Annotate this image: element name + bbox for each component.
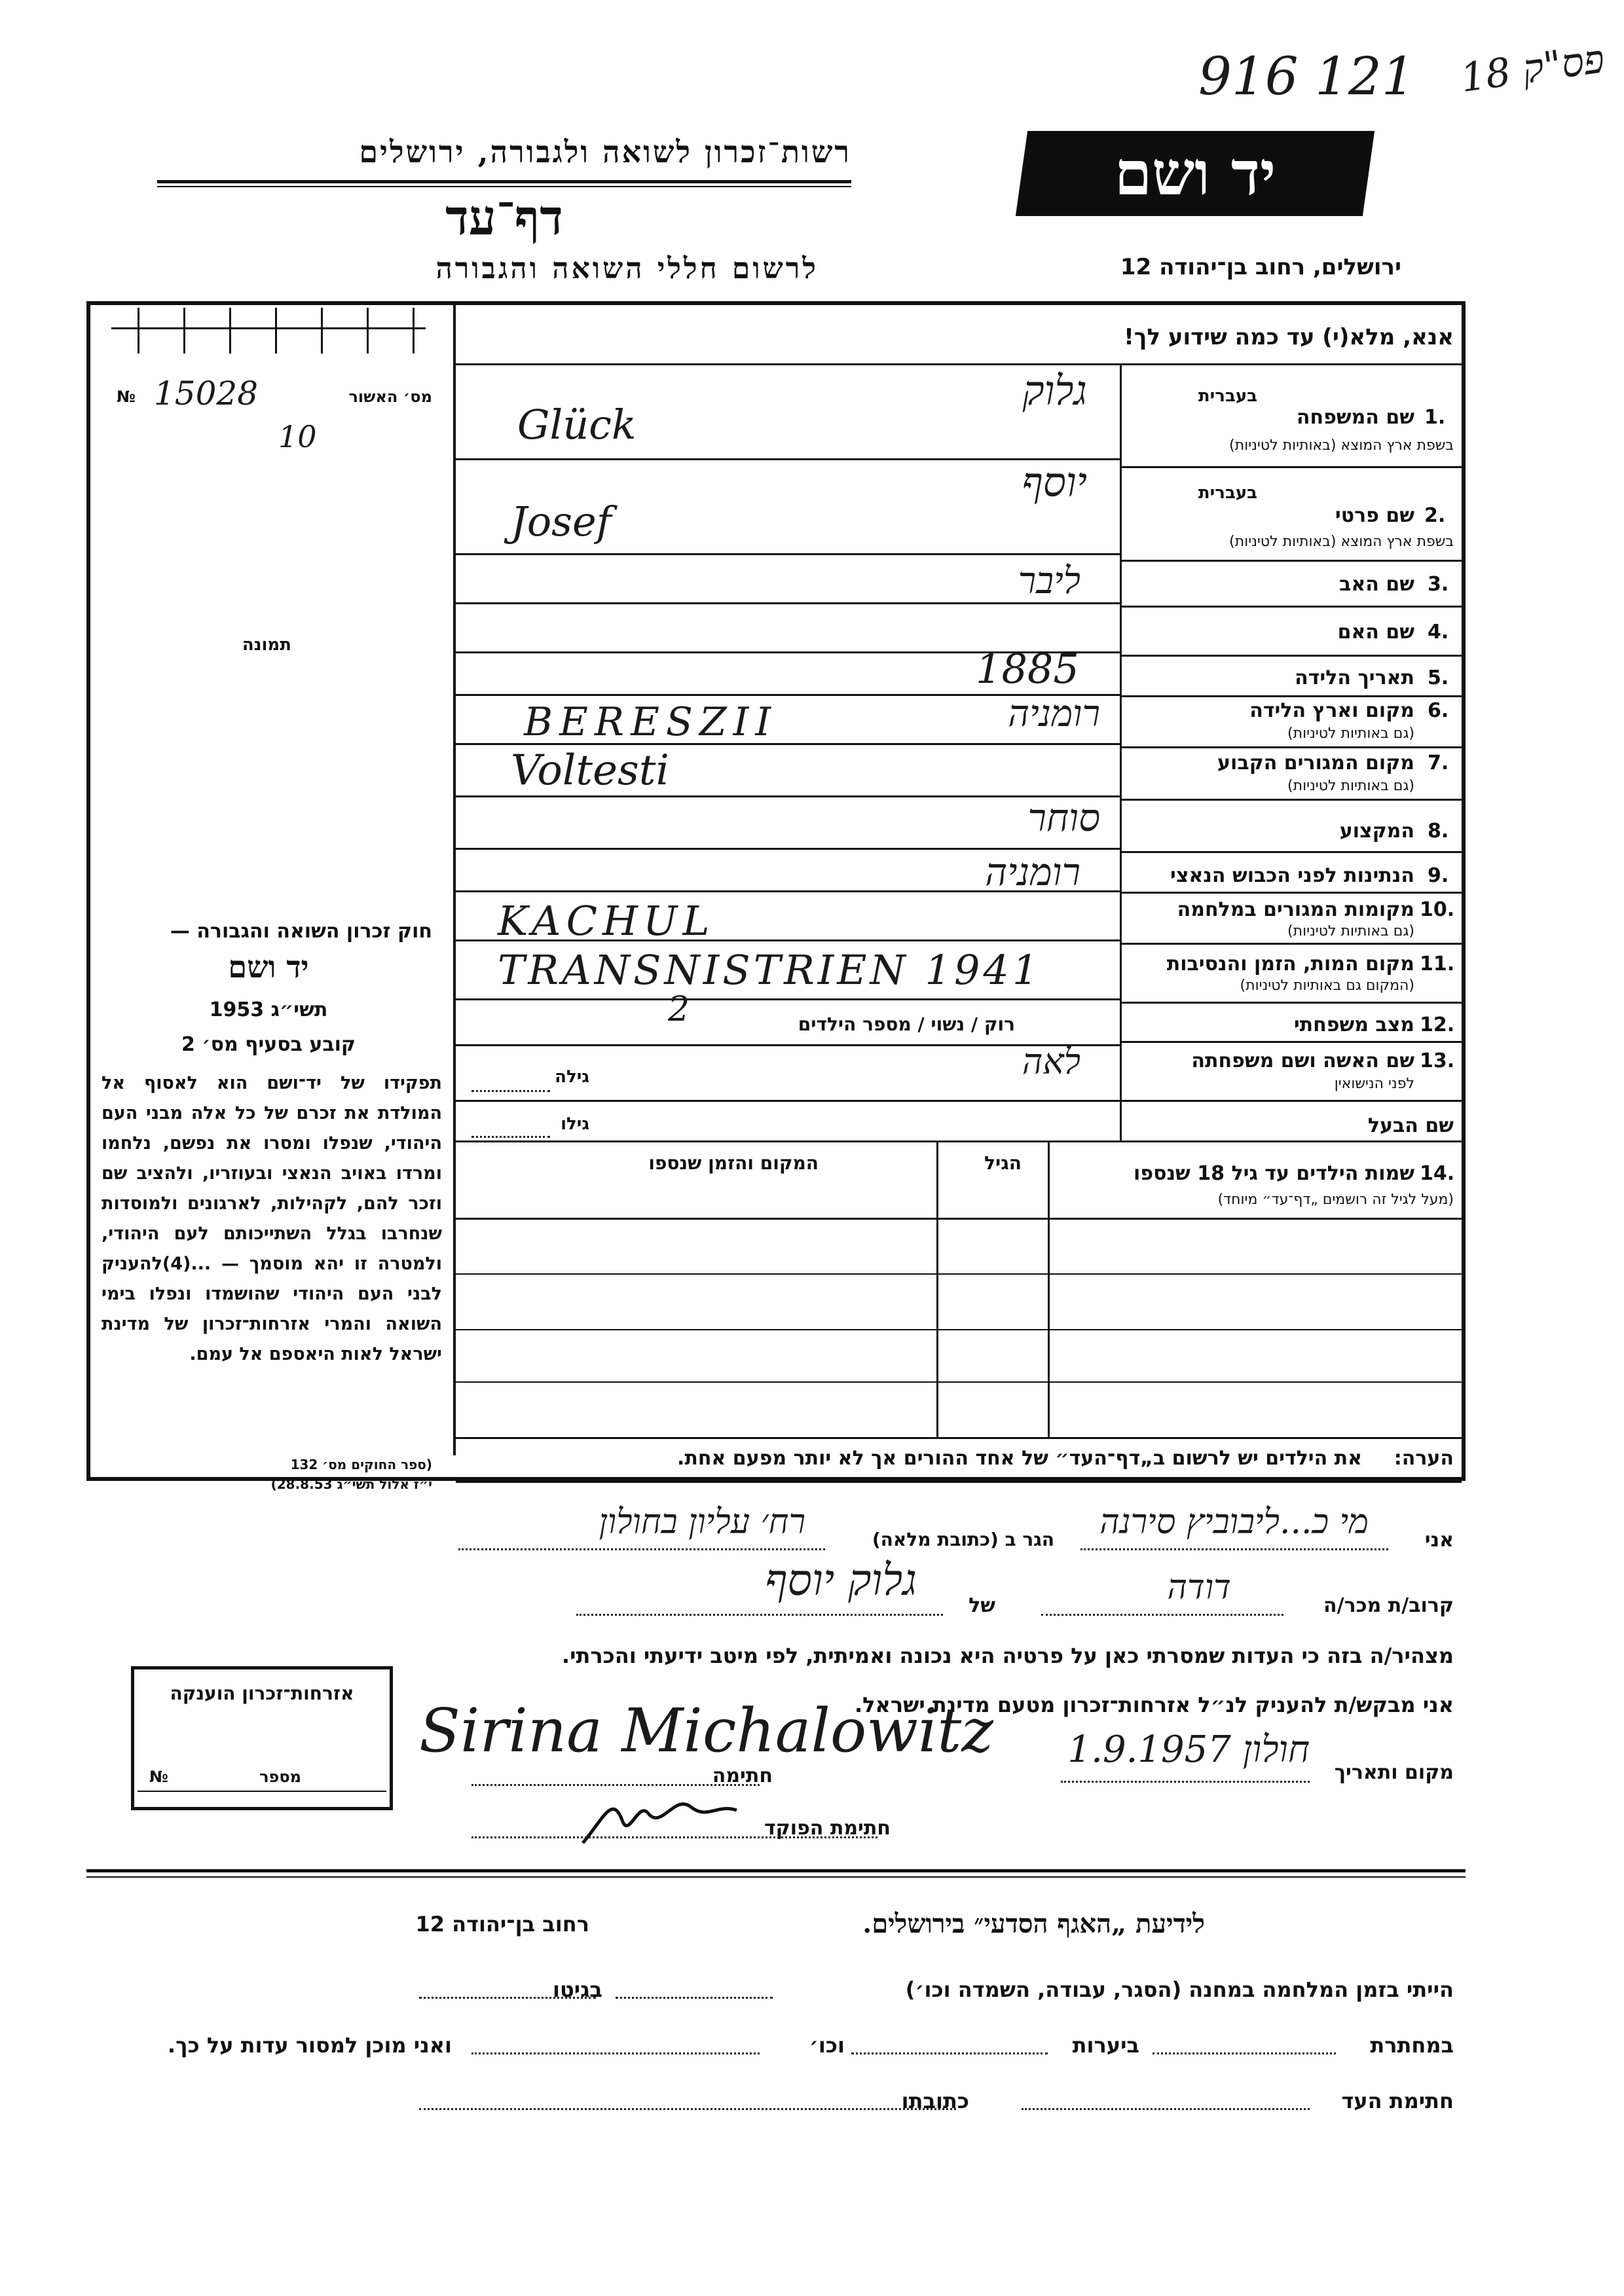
field-12-number: 12. [1420, 1013, 1455, 1036]
field-11-sub: (המקום גם באותיות לטיניות) [1240, 977, 1414, 994]
field-7-value: Voltesti [511, 746, 669, 795]
field-2-label: שם פרטי [1335, 504, 1414, 527]
field-10-sub: (גם באותיות לטיניות) [1287, 923, 1414, 939]
field-6-hebrew-value: רומניה [1008, 693, 1100, 735]
field-2-number: 2. [1424, 504, 1446, 527]
of-label: של [969, 1594, 995, 1617]
field-13-sub: לפני הנישואין [1334, 1076, 1414, 1092]
children-table-number: 14. [1420, 1162, 1455, 1185]
bottom-line1: הייתי בזמן המלחמה במחנה (הסגר, עבודה, השמדה וכו׳) [905, 1977, 1454, 2002]
note-text: את הילדים יש לרשום ב„דף־העד״ של אחד ההורים אך לא יותר מפעם אחת. [676, 1447, 1362, 1470]
field-11-label: מקום המות, הזמן והנסיבות [1166, 953, 1414, 975]
field-9-number: 9. [1428, 864, 1449, 887]
relation-value: דודה [1167, 1568, 1231, 1607]
field-11-value: TRANSNISTRIEN 1941 [498, 946, 1042, 994]
field-12-label: מצב משפחתי [1293, 1013, 1414, 1036]
field-6-latin-value: BERESZII [524, 699, 778, 745]
field-12-options: רוק / נשוי / מספר הילדים [798, 1013, 1015, 1035]
bottom-line2-c: וכו׳ [809, 2033, 845, 2058]
note-label: הערה: [1393, 1447, 1454, 1470]
field-1-label: שם המשפחה [1296, 406, 1414, 429]
declarant-name: מי כ...ליבוביץ סירנה [1099, 1503, 1369, 1542]
law-section: קובע בסעיף מס׳ 2 [181, 1033, 356, 1056]
approval-page: 10 [278, 419, 317, 454]
field-10-value: KACHUL [498, 897, 715, 945]
law-name: יד ושם [228, 949, 309, 985]
officer-signature [576, 1781, 747, 1853]
officer-label: חתימת הפוקד [764, 1817, 891, 1840]
declarant-address-label: הגר ב (כתובת מלאה) [872, 1529, 1054, 1550]
citizenship-no: № [149, 1768, 168, 1786]
field-3-value: ליבר [1018, 560, 1080, 602]
field-2-hebrew-tag: בעברית [1198, 483, 1257, 503]
field-7-label: מקום המגורים הקבוע [1217, 752, 1414, 774]
declarant-address: רח׳ עליון בחולון [599, 1503, 805, 1542]
field-1-number: 1. [1424, 406, 1446, 429]
field-7-sub: (גם באותיות לטיניות) [1287, 778, 1414, 794]
law-text: תפקידו של יד־ושם הוא לאסוף אל המולדת את זכרם של כל אלה מבני העם היהודי, שנפלו ומסרו את נפשם, נלחמו ומרדו באויב הנאצי ובעוזריו, ולהציב שם וזכר להם, לקהילות, לארגונים ולמוסדות שנחרבו בגלל השתייכותם לעם היהודי, ולמטרה זו יהא מוסמך — ...(4)להעניק לבני העם היהודי שהושמדו ונפלו בימי השואה והמרי אזרחות־זכרון של מדינת ישראל לאות היאספם אל עמם. [101, 1073, 442, 1364]
field-7-number: 7. [1428, 752, 1449, 774]
children-table-sub: (מעל לגיל זה רושמים „דף־עד״ מיוחד) [1217, 1192, 1454, 1208]
bottom-line3-a: חתימת העד [1341, 2088, 1454, 2113]
field-8-label: המקצוע [1339, 820, 1414, 843]
field-13-age-label: גילה [555, 1067, 589, 1087]
field-13-number: 13. [1420, 1049, 1455, 1072]
citizenship-number-label: מספר [259, 1768, 301, 1786]
relation-label: קרוב/ת מכר/ה [1323, 1594, 1454, 1617]
bottom-line2-b: ביערות [1072, 2033, 1139, 2058]
field-13-value: לאה [1022, 1041, 1080, 1082]
place-date-label: מקום ותאריך [1334, 1761, 1454, 1784]
approval-ruler [98, 308, 439, 357]
field-12-children-count: 2 [668, 990, 690, 1029]
signature-label: חתימה [712, 1764, 773, 1787]
husband-age-label: גילו [561, 1114, 589, 1134]
approval-label: מס׳ האשור [348, 388, 432, 406]
bottom-line2-a: במחתרת [1370, 2033, 1454, 2058]
field-6-number: 6. [1428, 699, 1449, 722]
declarant-ani-label: אני [1424, 1529, 1454, 1552]
declaration-text: מצהיר/ה בזה כי העדות שמסרתי כאן על פרטיה היא נכונה ואמיתית, לפי מיטב ידיעתי והכרתי. [561, 1643, 1454, 1668]
field-5-label: תאריך הלידה [1295, 666, 1414, 689]
field-4-label: שם האם [1337, 621, 1414, 644]
field-9-label: הנתינות לפני הכבוש הנאצי [1170, 864, 1414, 887]
org-name: רשות־זכרון לשואה ולגבורה, ירושלים [359, 134, 851, 170]
field-5-value: 1885 [976, 645, 1079, 693]
field-1-latin-value: Glück [517, 401, 637, 448]
law-footnote-2: י״ז אלול תשי״ג 28.8.53) [270, 1476, 432, 1492]
field-3-number: 3. [1428, 573, 1449, 596]
children-table-age-header: הגיל [984, 1152, 1022, 1174]
yad-vashem-logo: יד ושם [1016, 131, 1375, 216]
field-13-label: שם האשה ושם משפחתה [1191, 1049, 1414, 1072]
approval-no: № [117, 388, 136, 406]
bottom-address: רחוב בן־יהודה 12 [415, 1912, 589, 1937]
field-11-number: 11. [1420, 953, 1455, 975]
field-4-number: 4. [1428, 621, 1449, 644]
corner-note: פס"ק 18 [1458, 35, 1608, 102]
bottom-line1-end: בגיטו [553, 1977, 602, 2002]
signature: Sirina Michalowitz [419, 1696, 993, 1766]
field-10-number: 10. [1420, 898, 1455, 921]
citizenship-title: אזרחות־זכרון הוענקה [170, 1683, 354, 1704]
field-6-label: מקום וארץ הלידה [1249, 699, 1414, 722]
field-9-value: רומניה [985, 850, 1080, 894]
children-table-place-header: המקום והזמן שנספו [648, 1152, 819, 1174]
request-text: אני מבקש/ת להעניק לנ״ל אזרחות־זכרון מטעם מדינת ישראל. [855, 1692, 1454, 1717]
intro-text: אנא, מלא(י) עד כמה שידוע לך! [1124, 324, 1454, 350]
place-date-value: חולון 1.9.1957 [1067, 1728, 1310, 1771]
field-2-latin-value: Josef [511, 498, 612, 545]
header-address: ירושלים, רחוב בן־יהודה 12 [1120, 254, 1401, 280]
law-title: חוק זכרון השואה והגבורה — [170, 920, 432, 943]
field-6-sub: (גם באותיות לטיניות) [1287, 725, 1414, 742]
field-5-number: 5. [1428, 666, 1449, 689]
children-table-title: שמות הילדים עד גיל 18 שנספו [1134, 1162, 1414, 1185]
of-value: גלוק יוסף [765, 1555, 917, 1605]
photo-label: תמונה [242, 635, 291, 655]
approval-number: 15028 [154, 374, 259, 412]
field-2-hebrew-value: יוסף [1022, 458, 1087, 506]
law-year: תשי״ג 1953 [209, 998, 328, 1021]
form-title: דף־עד [445, 190, 563, 246]
field-8-number: 8. [1428, 820, 1449, 843]
bottom-line3-b: כתובתו [901, 2088, 969, 2113]
husband-label: שם הבעל [1367, 1114, 1454, 1137]
bottom-title: לידיעת „האגף הסדעי״ בירושלים. [862, 1908, 1205, 1939]
field-2-sub: בשפת ארץ המוצא (באותיות לטיניות) [1229, 534, 1454, 550]
field-3-label: שם האב [1339, 573, 1414, 596]
field-1-hebrew-value: גלוק [1022, 367, 1087, 414]
field-8-value: סוחר [1027, 795, 1100, 840]
law-footnote-1: (ספר החוקים מס׳ 132 [290, 1457, 432, 1472]
bottom-line2-d: ואני מוכן למסור עדות על כך. [167, 2033, 452, 2058]
field-10-label: מקומות המגורים במלחמה [1177, 898, 1414, 921]
field-1-hebrew-tag: בעברית [1198, 386, 1257, 406]
citizenship-box [131, 1666, 393, 1810]
field-1-sub: בשפת ארץ המוצא (באותיות לטיניות) [1229, 437, 1454, 454]
archive-number: 916 121 [1198, 46, 1415, 107]
form-subtitle: לרשום חללי השואה והגבורה [435, 252, 819, 285]
